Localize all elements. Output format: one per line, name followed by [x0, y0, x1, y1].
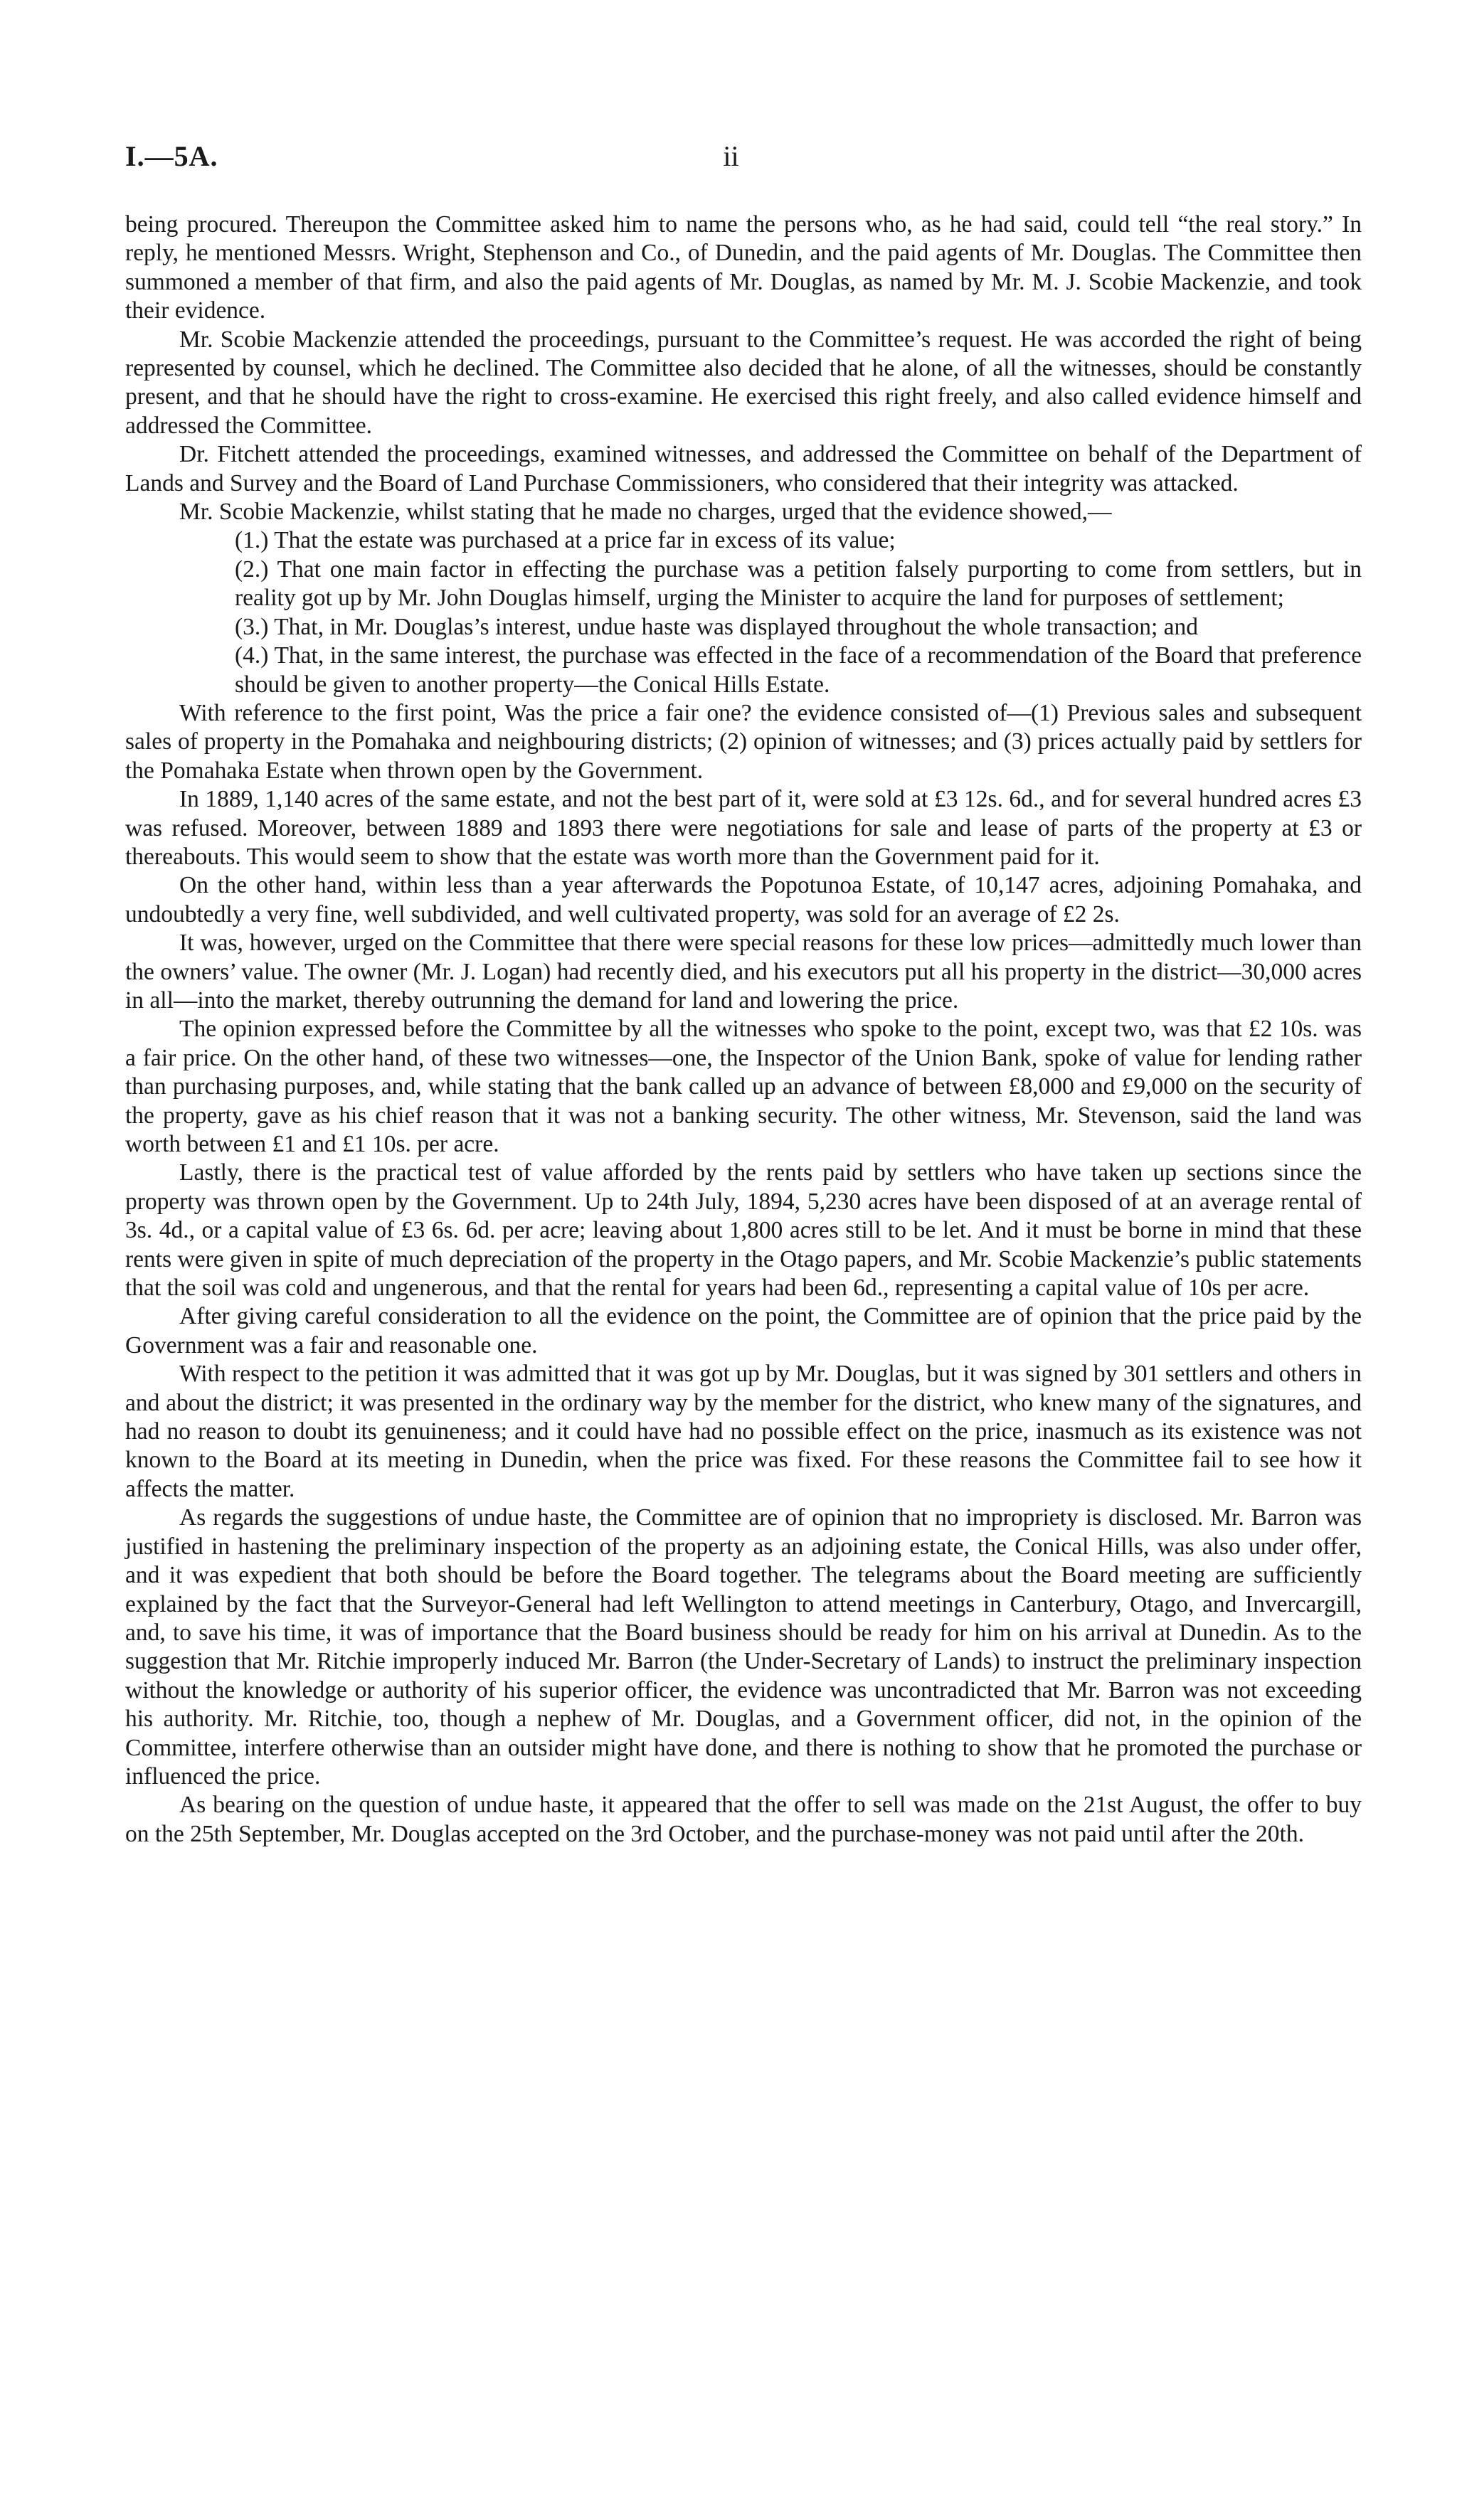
- paragraph: Mr. Scobie Mackenzie, whilst stating that he made no charges, urged that the evidence showed,—: [179, 499, 1112, 526]
- paragraph-continuation: being procured. Thereupon the Committee asked him to name the persons who, as he had said, could tell “the real story.” In reply, he mentioned Messrs. Wright, Stephenson and Co., of Dunedin, and the paid agents of Mr. Douglas. The Committee then summoned a member of that firm, and also the paid agents of Mr. Douglas, as named by Mr. M. J. Scobie Mackenzie, and took their evidence.: [125, 211, 1362, 324]
- paragraph: It was, however, urged on the Committee that there were special reasons for these low prices—admittedly much lower than the owners’ value. The owner (Mr. J. Logan) had recently died, and his executors put all his property in the district—30,000 acres in all—into the market, thereby outrunning the demand for land and lowering the price.: [125, 930, 1362, 1014]
- document-reference: I.—5A.: [125, 140, 218, 172]
- paragraph: As regards the suggestions of undue haste, the Committee are of opinion that no impropriety is disclosed. Mr. Barron was justified in hastening the preliminary inspection of the property as an adjoining estate, the Conical Hills, was also under offer, and it was expedient that both should be before the Board together. The telegrams about the Board meeting are sufficiently explained by the fact that the Surveyor-General had left Wellington to attend meetings in Canterbury, Otago, and Invercargill, and, to save his time, it was of importance that the Board business should be ready for him on his arrival at Dunedin. As to the suggestion that Mr. Ritchie improperly induced Mr. Barron (the Under-Secretary of Lands) to instruct the preliminary inspection without the knowledge or authority of his superior officer, the evidence was uncontradicted that Mr. Barron was not exceeding his authority. Mr. Ritchie, too, though a nephew of Mr. Douglas, and a Government officer, did not, in the opinion of the Committee, interfere otherwise than an outsider might have done, and there is nothing to show that he promoted the purchase or influenced the price.: [125, 1504, 1362, 1790]
- page-header: [125, 139, 1337, 182]
- paragraph: With respect to the petition it was admitted that it was got up by Mr. Douglas, but it was signed by 301 settlers and others in and about the district; it was presented in the ordinary way by the member for the district, who knew many of the signatures, and had no reason to doubt its genuineness; and it could have had no possible effect on the price, inasmuch as its existence was not known to the Board at its meeting in Dunedin, when the price was fixed. For these reasons the Committee fail to see how it affects the matter.: [125, 1361, 1362, 1502]
- list-item: (4.) That, in the same interest, the purchase was effected in the face of a recommendation of the Board that preference should be given to another property—the Conical Hills Estate.: [235, 642, 1362, 698]
- paragraph: With reference to the first point, Was the price a fair one? the evidence consisted of—(1) Previous sales and subsequent sales of property in the Pomahaka and neighbouring districts; (2) opinion of witnesses; and (3) prices actually paid by settlers for the Pomahaka Estate when thrown open by the Government.: [125, 699, 1362, 784]
- paragraph: In 1889, 1,140 acres of the same estate, and not the best part of it, were sold at £3 12s. 6d., and for several hundred acres £3 was refused. Moreover, between 1889 and 1893 there were negotiations for sale and lease of parts of the property at £3 or thereabouts. This would seem to show that the estate was worth more than the Government paid for it.: [125, 786, 1362, 870]
- list-item: (3.) That, in Mr. Douglas’s interest, undue haste was displayed throughout the whole transaction; and: [235, 613, 1199, 640]
- document-body: [125, 211, 1362, 1849]
- list-item: (1.) That the estate was purchased at a price far in excess of its value;: [235, 527, 896, 554]
- paragraph: Lastly, there is the practical test of value afforded by the rents paid by settlers who have taken up sections since the property was thrown open by the Government. Up to 24th July, 1894, 5,230 acres have been disposed of at an average rental of 3s. 4d., or a capital value of £3 6s. 6d. per acre; leaving about 1,800 acres still to be let. And it must be borne in mind that these rents were given in spite of much depreciation of the property in the Otago papers, and Mr. Scobie Mackenzie’s public statements that the soil was cold and ungenerous, and that the rental for years had been 6d., representing a capital value of 10s per acre.: [125, 1159, 1362, 1302]
- paragraph: The opinion expressed before the Committee by all the witnesses who spoke to the point, except two, was that £2 10s. was a fair price. On the other hand, of these two witnesses—one, the Inspector of the Union Bank, spoke of value for lending rather than purchasing purposes, and, while stating that the bank called up an advance of between £8,000 and £9,000 on the security of the property, gave as his chief reason that it was not a banking security. The other witness, Mr. Stevenson, said the land was worth between £1 and £1 10s. per acre.: [125, 1016, 1362, 1157]
- paragraph: Dr. Fitchett attended the proceedings, examined witnesses, and addressed the Committee on behalf of the Department of Lands and Survey and the Board of Land Purchase Commissioners, who considered that their integrity was attacked.: [125, 441, 1362, 496]
- paragraph: On the other hand, within less than a year afterwards the Popotunoa Estate, of 10,147 acres, adjoining Pomahaka, and undoubtedly a very fine, well subdivided, and well cultivated property, was sold for an average of £2 2s.: [125, 872, 1362, 927]
- page-number: ii: [723, 140, 739, 172]
- paragraph: As bearing on the question of undue haste, it appeared that the offer to sell was made on the 21st August, the offer to buy on the 25th September, Mr. Douglas accepted on the 3rd October, and the purchase-money was not paid until after the 20th.: [125, 1792, 1362, 1847]
- paragraph: Mr. Scobie Mackenzie attended the proceedings, pursuant to the Committee’s request. He was accorded the right of being represented by counsel, which he declined. The Committee also decided that he alone, of all the witnesses, should be constantly present, and that he should have the right to cross-examine. He exercised this right freely, and also called evidence himself and addressed the Committee.: [125, 326, 1362, 439]
- paragraph: After giving careful consideration to all the evidence on the point, the Committee are of opinion that the price paid by the Government was a fair and reasonable one.: [125, 1303, 1362, 1359]
- list-item: (2.) That one main factor in effecting the purchase was a petition falsely purporting to come from settlers, but in reality got up by Mr. John Douglas himself, urging the Minister to acquire the land for purposes of settlement;: [235, 555, 1362, 612]
